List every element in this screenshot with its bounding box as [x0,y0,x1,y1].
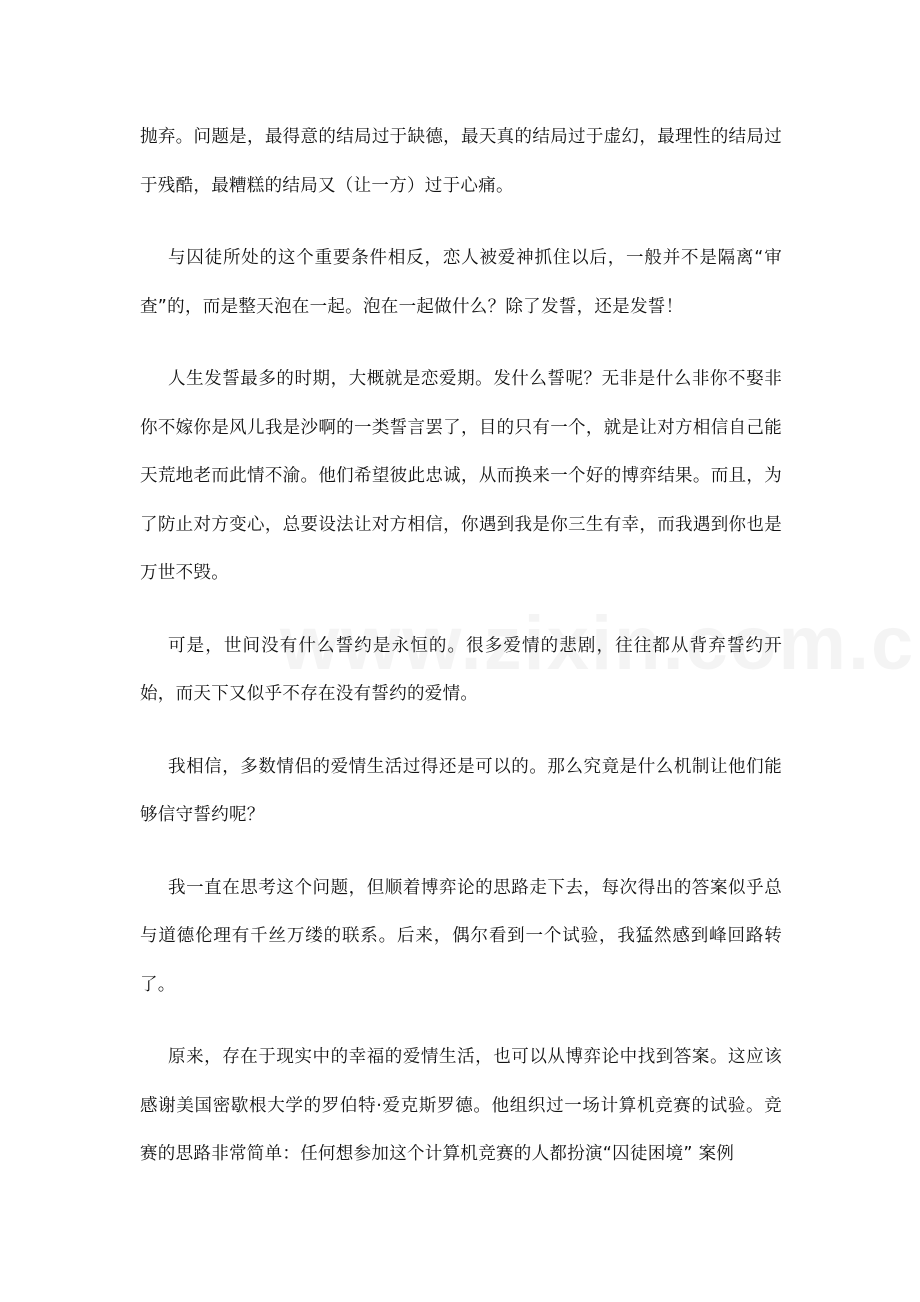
paragraph-2: 与囚徒所处的这个重要条件相反，恋人被爱神抓住以后，一般并不是隔离“审查”的，而是整天泡在一起。泡在一起做什么？除了发誓，还是发誓！ [140,248,782,317]
paragraph-5: 我相信，多数情侣的爱情生活过得还是可以的。那么究竟是什么机制让他们能够信守誓约呢？ [140,756,782,825]
paragraph-1: 抛弃。问题是，最得意的结局过于缺德，最天真的结局过于虚幻，最理性的结局过于残酷，最糟糕的结局又（让一方）过于心痛。 [140,127,782,196]
document-body [140,113,782,1203]
paragraph-7: 原来，存在于现实中的幸福的爱情生活，也可以从博弈论中找到答案。这应该感谢美国密歇根大学的罗伯特·爱克斯罗德。他组织过一场计算机竞赛的试验。竞赛的思路非常简单：任何想参加这个计算机竞赛的人都扮演“囚徒困境” 案例 [140,1047,782,1164]
paragraph-4: 可是，世间没有什么誓约是永恒的。很多爱情的悲剧，往往都从背弃誓约开始，而天下又似乎不存在没有誓约的爱情。 [140,635,782,704]
paragraph-3: 人生发誓最多的时期，大概就是恋爱期。发什么誓呢？无非是什么非你不娶非你不嫁你是风儿我是沙啊的一类誓言罢了，目的只有一个，就是让对方相信自己能天荒地老而此情不渝。他们希望彼此忠诚，从而换来一个好的博弈结果。而且，为了防止对方变心，总要设法让对方相信，你遇到我是你三生有幸，而我遇到你也是万世不毁。 [140,369,782,583]
paragraph-6: 我一直在思考这个问题，但顺着博弈论的思路走下去，每次得出的答案似乎总与道德伦理有千丝万缕的联系。后来，偶尔看到一个试验，我猛然感到峰回路转了。 [140,877,782,995]
